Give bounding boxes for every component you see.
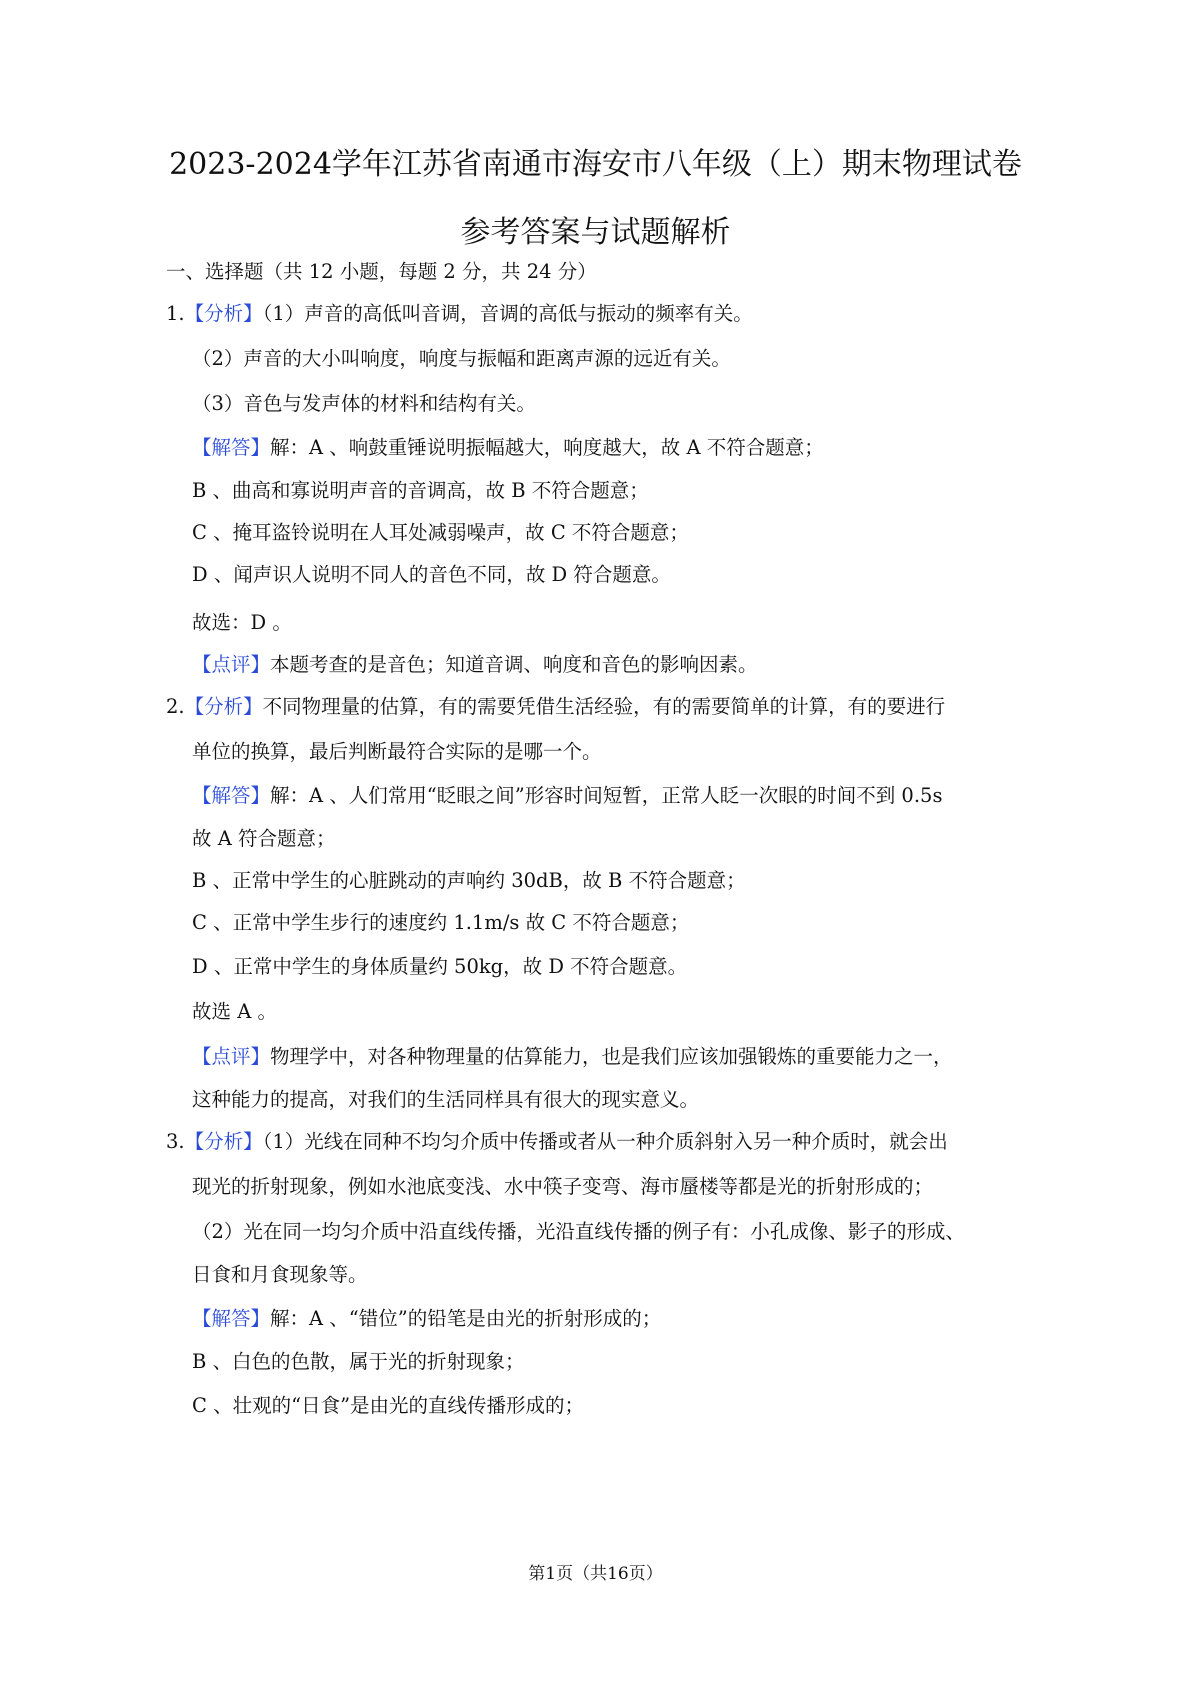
q2-answer-text-a1: 解：A 、人们常用“眨眼之间”形容时间短暂，正常人眨一次眼的时间不到 0.5s: [270, 784, 943, 807]
page-footer: 第1页（共16页）: [528, 1564, 663, 1584]
q3-analysis-line-3: （2）光在同一均匀介质中沿直线传播，光沿直线传播的例子有：小孔成像、影子的形成、: [192, 1220, 965, 1243]
q2-analysis-line-1: [166, 692, 945, 722]
q2-answer-line-d: D 、正常中学生的身体质量约 50kg，故 D 不符合题意。: [192, 955, 688, 978]
q1-analysis-label: 【分析】: [184, 302, 263, 325]
q2-analysis-line-2: 单位的换算，最后判断最符合实际的是哪一个。: [192, 740, 602, 763]
q1-answer-line-d: D 、闻声识人说明不同人的音色不同，故 D 符合题意。: [192, 563, 671, 586]
q1-comment-label: 【点评】: [192, 653, 271, 676]
q3-analysis-line-1: [166, 1127, 948, 1157]
document-subtitle: 参考答案与试题解析: [460, 215, 731, 250]
q1-answer-line-c: C 、掩耳盗铃说明在人耳处减弱噪声，故 C 不符合题意；: [192, 521, 689, 544]
q2-answer-label: 【解答】: [192, 784, 271, 807]
q3-analysis-line-2: 现光的折射现象，例如水池底变浅、水中筷子变弯、海市蜃楼等都是光的折射形成的；: [192, 1175, 934, 1198]
section-heading: 一、选择题（共 12 小题，每题 2 分，共 24 分）: [166, 260, 597, 283]
q2-analysis-label: 【分析】: [184, 695, 263, 718]
q1-answer-line-b: B 、曲高和寡说明声音的音调高，故 B 不符合题意；: [192, 479, 649, 502]
q2-comment-line-1: [192, 1042, 953, 1072]
q2-comment-label: 【点评】: [192, 1045, 271, 1068]
q2-number: 2.: [166, 695, 185, 718]
q1-answer-line-a: [192, 433, 824, 463]
q2-answer-line-b: B 、正常中学生的心脏跳动的声响约 30dB，故 B 不符合题意；: [192, 869, 746, 892]
q3-analysis-line-4: 日食和月食现象等。: [192, 1263, 368, 1286]
document-title: 2023-2024学年江苏省南通市海安市八年级（上）期末物理试卷: [169, 147, 1022, 182]
q1-analysis-line-1: [166, 299, 753, 329]
q1-comment-line: [192, 650, 758, 680]
q2-analysis-text-1: 不同物理量的估算，有的需要凭借生活经验，有的需要简单的计算，有的要进行: [262, 695, 946, 718]
q1-number: 1.: [166, 302, 185, 325]
q2-answer-line-a1: [192, 781, 942, 811]
q1-choice: 故选：D 。: [192, 611, 292, 634]
q3-analysis-label: 【分析】: [184, 1130, 263, 1153]
q2-answer-line-a2: 故 A 符合题意；: [192, 827, 336, 850]
q3-analysis-text-1: （1）光线在同种不均匀介质中传播或者从一种介质斜射入另一种介质时，就会出: [262, 1130, 948, 1153]
q1-answer-text-a: 解：A 、响鼓重锤说明振幅越大，响度越大，故 A 不符合题意；: [270, 436, 824, 459]
q3-answer-line-b: B 、白色的色散，属于光的折射现象；: [192, 1350, 525, 1373]
q1-analysis-line-2: （2）声音的大小叫响度，响度与振幅和距离声源的远近有关。: [192, 347, 731, 370]
q1-comment-text: 本题考查的是音色；知道音调、响度和音色的影响因素。: [270, 653, 758, 676]
q1-analysis-text-1: （1）声音的高低叫音调，音调的高低与振动的频率有关。: [262, 302, 753, 325]
q3-number: 3.: [166, 1130, 185, 1153]
q3-answer-text-a: 解：A 、“错位”的铅笔是由光的折射形成的；: [270, 1307, 662, 1330]
q1-analysis-line-3: （3）音色与发声体的材料和结构有关。: [192, 392, 536, 415]
q3-answer-line-c: C 、壮观的“日食”是由光的直线传播形成的；: [192, 1394, 585, 1417]
q2-comment-line-2: 这种能力的提高，对我们的生活同样具有很大的现实意义。: [192, 1088, 700, 1111]
q2-comment-text-1: 物理学中，对各种物理量的估算能力，也是我们应该加强锻炼的重要能力之一，: [270, 1045, 953, 1068]
q2-choice: 故选 A 。: [192, 1000, 277, 1023]
q3-answer-line-a: [192, 1304, 661, 1334]
q1-answer-label: 【解答】: [192, 436, 271, 459]
q2-answer-line-c: C 、正常中学生步行的速度约 1.1m/s 故 C 不符合题意；: [192, 911, 690, 934]
q3-answer-label: 【解答】: [192, 1307, 271, 1330]
